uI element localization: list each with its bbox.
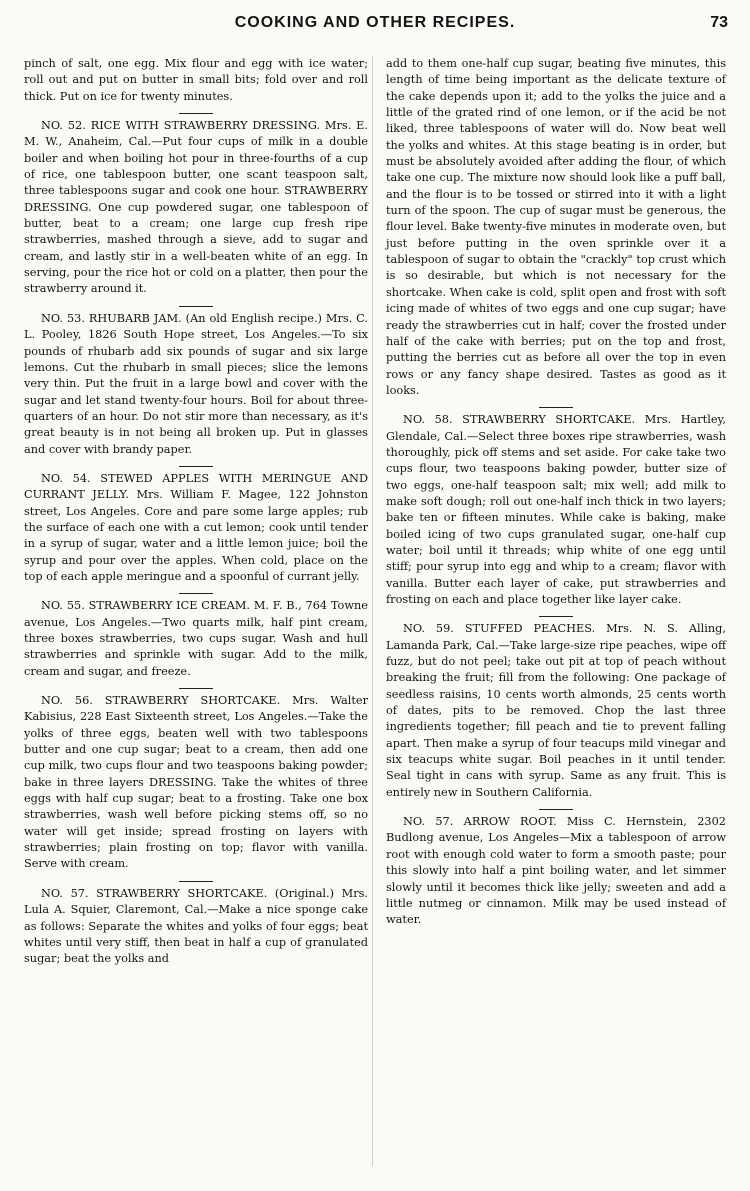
page-header (0, 14, 750, 40)
recipe-58: NO. 58. STRAWBERRY SHORTCAKE. Mrs. Hartley, Glendale, Cal.—Select three boxes ripe strawberries, wash thoroughly, pick off stems and set aside. For cake take two cups flour, two teaspoons baking powder, butter size of two eggs, one-half teaspoon salt; mix well; add milk to make soft dough; roll out one-half inch thick in two layers; bake ten or fifteen minutes. While cake is baking, make boiled icing of two cups granulated sugar, one-half cup water; boil until it threads; whip white of one egg until stiff; pour syrup into egg and whip to a cream; flavor with vanilla. Butter each layer of cake, put strawberries and frosting on each and place together like layer cake. (386, 413, 726, 606)
recipe-separator (539, 407, 573, 408)
recipe-separator (539, 616, 573, 617)
recipe-52: NO. 52. RICE WITH STRAWBERRY DRESSING. Mrs. E. M. W., Anaheim, Cal.—Put four cups of milk in a double boiler and when boiling hot pour in three-fourths of a cup of rice, one tablespoon butter, one scant teaspoon salt, three tablespoons sugar and cook one hour. STRAWBERRY DRESSING. One cup powdered sugar, one tablespoon of butter, beat to a cream; one large cup fresh ripe strawberries, mashed through a sieve, add to sugar and cream, and lastly stir in a well-beaten white of an egg. In serving, pour the rice hot or cold on a platter, then pour the strawberry around it. (24, 119, 368, 296)
running-title: COOKING AND OTHER RECIPES. (234, 14, 516, 31)
left-column (24, 56, 368, 976)
recipe-57-continued: add to them one-half cup sugar, beating five minutes, this length of time being important as the delicate texture of the cake depends upon it; add to the yolks the juice and a little of the grated rind of one lemon, or if the acid be not liked, three tablespoons of water will do. Now beat well the yolks and whites. At this stage beating is in order, but must be absolutely avoided after adding the flour, of which take one cup. The mixture now should look like a puff ball, and the flour is to be tossed or stirred into it with a light turn of the spoon. The cup of sugar must be generous, the flour level. Bake twenty-five minutes in moderate oven, but just before putting in the oven sprinkle over it a tablespoon of sugar to obtain the "crackly" top crust which is so desirable, but which is not necessary for the shortcake. When cake is cold, split open and frost with soft icing made of whites of two eggs and one cup sugar; have ready the strawberries cut in half; cover the frosted under half of the cake with berries; put on the top and frost, putting the berries cut as before all over the top in even rows or any fancy shape desired. Tastes as good as it looks. (386, 57, 726, 397)
recipe-separator (179, 306, 213, 307)
right-column (386, 56, 726, 937)
recipe-56: NO. 56. STRAWBERRY SHORTCAKE. Mrs. Walter Kabisius, 228 East Sixteenth street, Los Angeles.—Take the yolks of three eggs, beaten well with two tablespoons butter and one cup sugar; beat to a cream, then add one cup milk, two cups flour and two teaspoons baking powder; bake in three layers DRESSING. Take the whites of three eggs with half cup sugar; beat to a frosting. Take one box strawberries, wash well before picking stems off, so no water will get inside; spread frosting on layers with strawberries; plain frosting on top; flavor with vanilla. Serve with cream. (24, 694, 368, 871)
recipe-57-arrow-root: NO. 57. ARROW ROOT. Miss C. Hernstein, 2302 Budlong avenue, Los Angeles—Mix a tablespoon of arrow root with enough cold water to form a smooth paste; pour this slowly into half a pint boiling water, and let simmer slowly until it becomes thick like jelly; sweeten and add a little nutmeg or cinnamon. Milk may be used instead of water. (386, 815, 726, 927)
recipe-separator (179, 593, 213, 594)
recipe-53: NO. 53. RHUBARB JAM. (An old English recipe.) Mrs. C. L. Pooley, 1826 South Hope street, Los Angeles.—To six pounds of rhubarb add six pounds of sugar and six large lemons. Cut the rhubarb in small pieces; slice the lemons very thin. Put the fruit in a large bowl and cover with the sugar and let stand twenty-four hours. Boil for about three-quarters of an hour. Do not stir more than necessary, as it's great beauty is in not being all broken up. Put in glasses and cover with brandy paper. (24, 311, 368, 456)
page-number: 73 (710, 14, 728, 31)
recipe-55: NO. 55. STRAWBERRY ICE CREAM. M. F. B., 764 Towne avenue, Los Angeles.—Two quarts milk, half pint cream, three boxes strawberries, two cups sugar. Wash and hull strawberries and sprinkle with sugar. Add to the milk, cream and sugar, and freeze. (24, 599, 368, 678)
recipe-separator (539, 809, 573, 810)
continued-recipe-text: pinch of salt, one egg. Mix flour and egg with ice water; roll out and put on butter in small bits; fold over and roll thick. Put on ice for twenty minutes. (24, 57, 368, 103)
recipe-57-shortcake: NO. 57. STRAWBERRY SHORTCAKE. (Original.) Mrs. Lula A. Squier, Claremont, Cal.—Make a nice sponge cake as follows: Separate the whites and yolks of four eggs; beat whites until very stiff, then beat in half a cup of granulated sugar; beat the yolks and (24, 886, 368, 966)
recipe-separator (179, 113, 213, 114)
recipe-separator (179, 688, 213, 689)
column-divider (372, 56, 373, 1166)
recipe-54: NO. 54. STEWED APPLES WITH MERINGUE AND CURRANT JELLY. Mrs. William F. Magee, 122 Johnston street, Los Angeles. Core and pare some large apples; rub the surface of each one with a cut lemon; cook until tender in a syrup of sugar, water and a little lemon juice; boil the syrup and pour over the apples. When cold, place on the top of each apple meringue and a spoonful of currant jelly. (24, 471, 368, 583)
recipe-59: NO. 59. STUFFED PEACHES. Mrs. N. S. Alling, Lamanda Park, Cal.—Take large-size ripe peaches, wipe off fuzz, but do not peel; take out pit at top of peach without breaking the fruit; fill from the following: One package of seedless raisins, 10 cents worth almonds, 25 cents worth of dates, pits to be removed. Chop the last three ingredients together; fill peach and tie to prevent falling apart. Then make a syrup of four teacups mild vinegar and six teacups white sugar. Boil peaches in it until tender. Seal tight in cans with syrup. Same as any fruit. This is entirely new in Southern California. (386, 622, 726, 799)
recipe-separator (179, 466, 213, 467)
recipe-separator (179, 881, 213, 882)
